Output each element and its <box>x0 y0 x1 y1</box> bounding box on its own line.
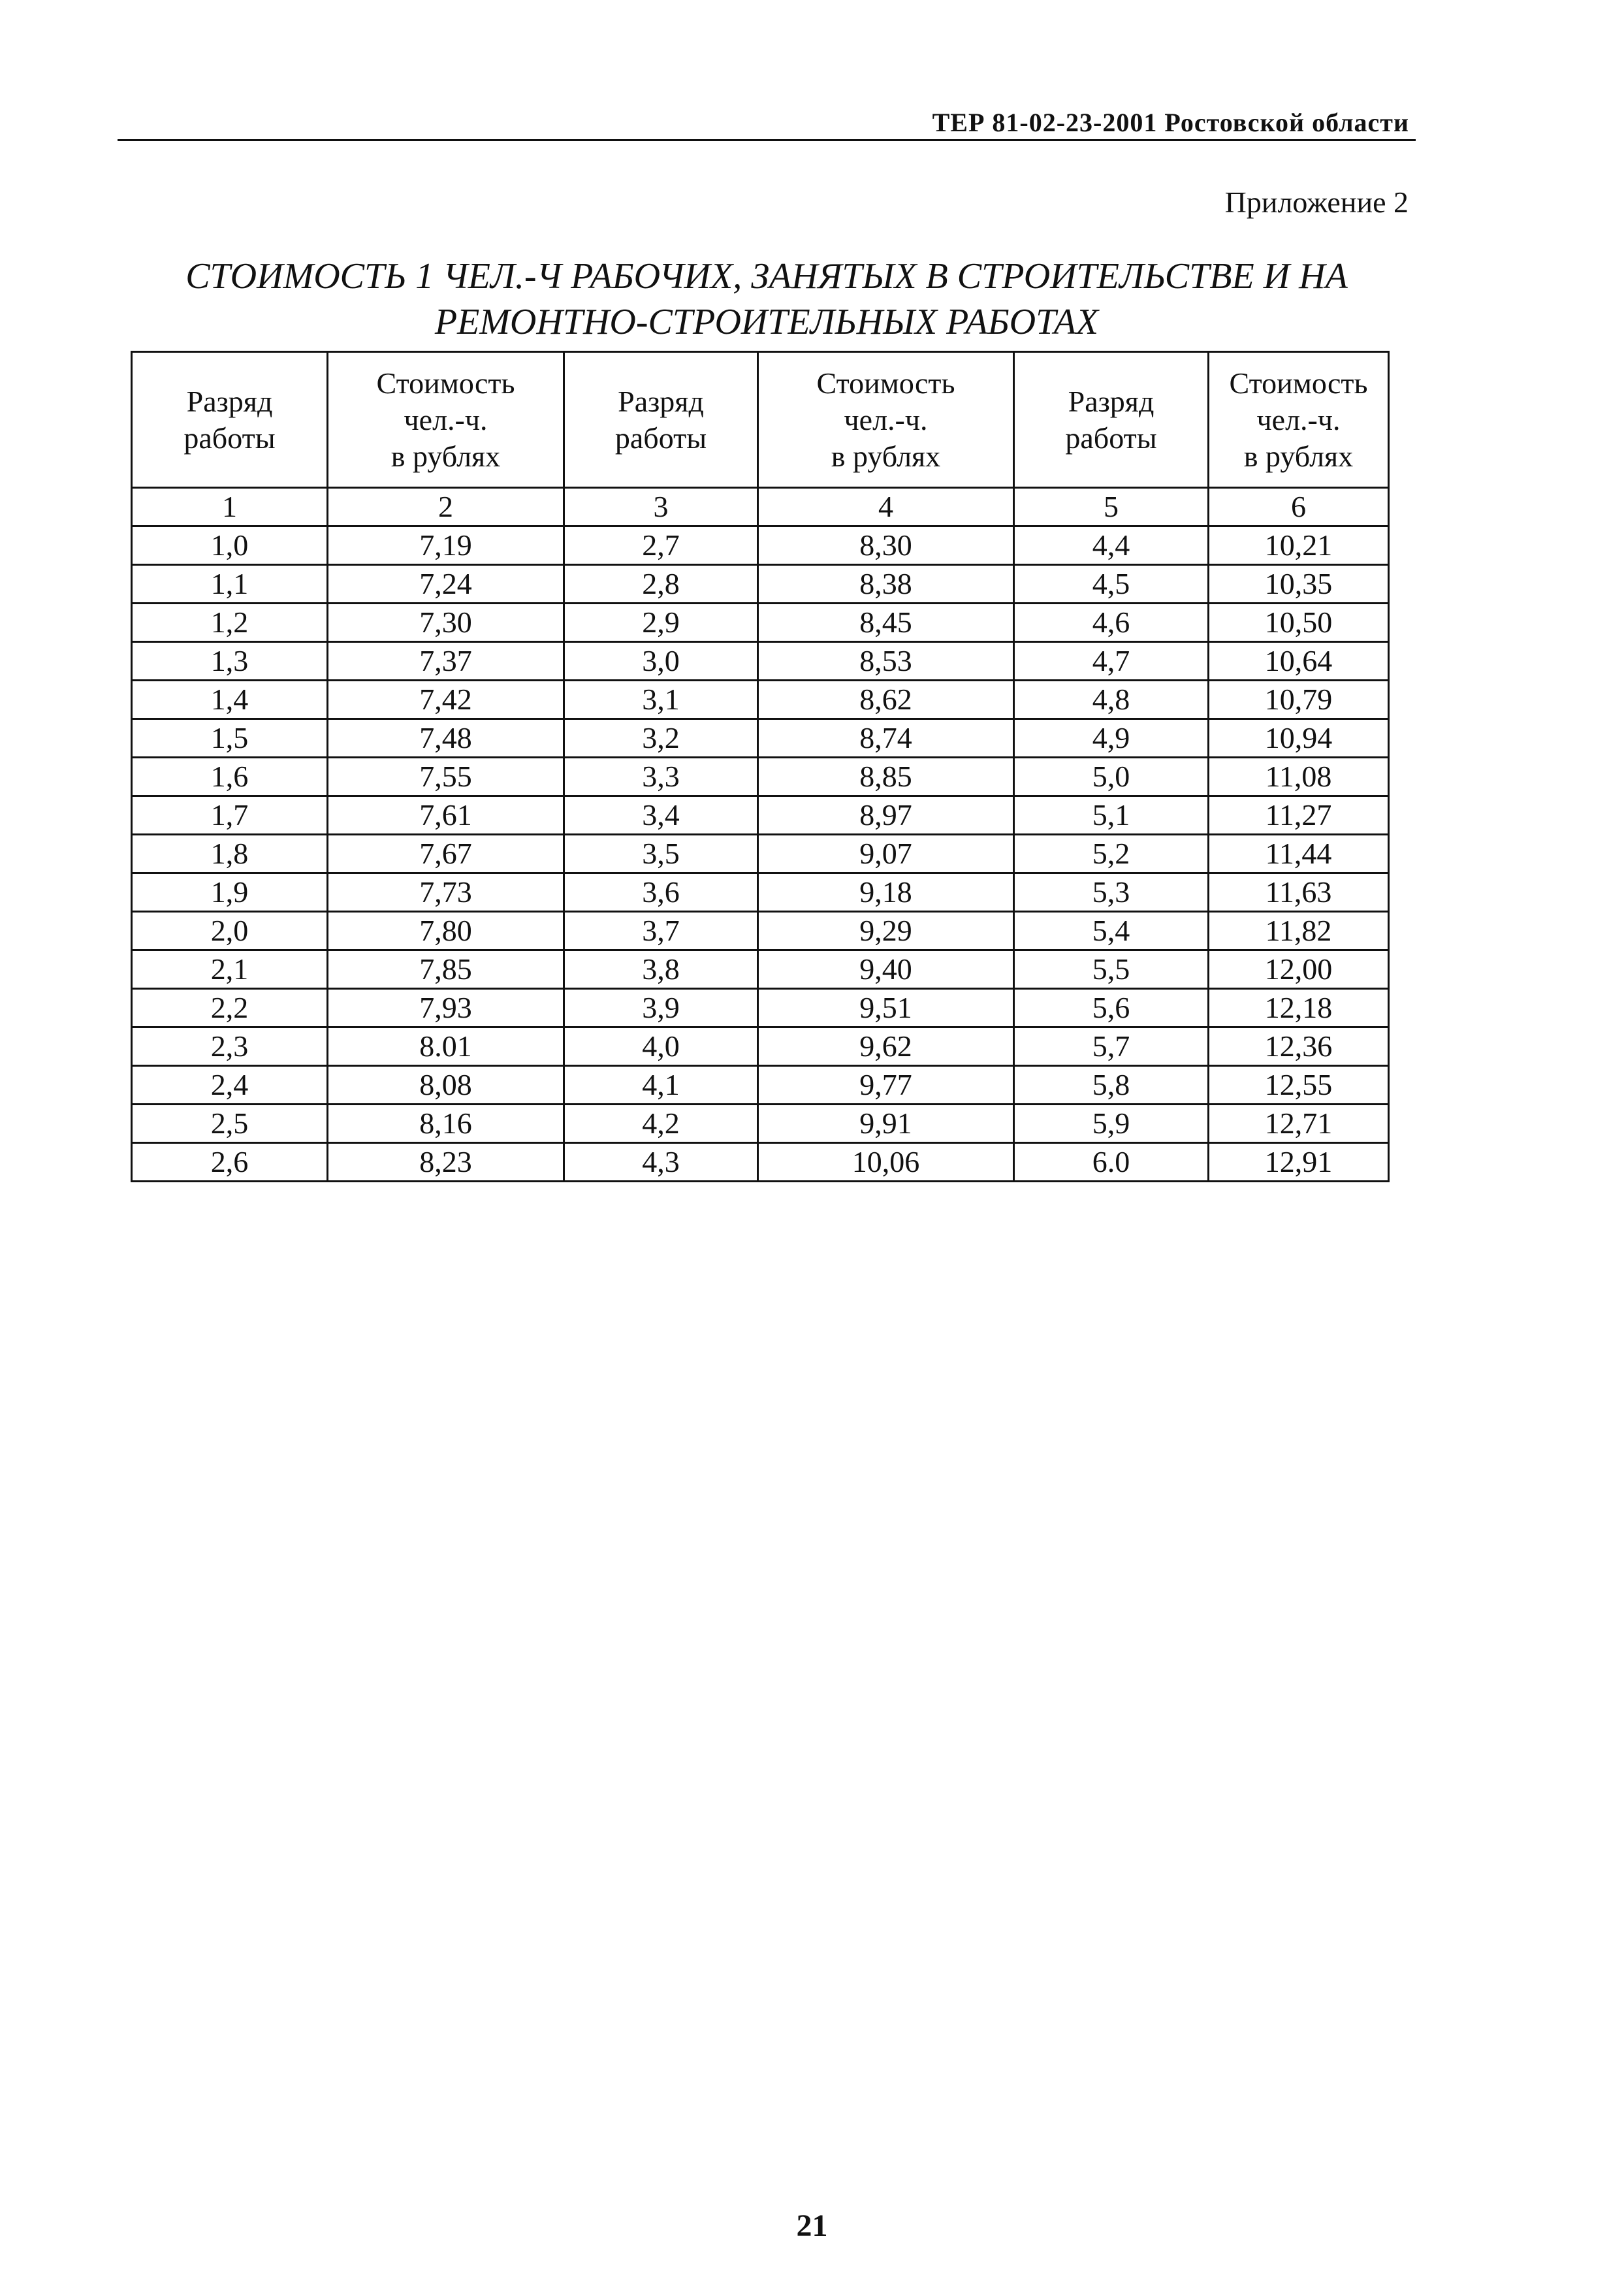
cost-cell: 8,16 <box>328 1105 564 1143</box>
table-row <box>132 758 1389 796</box>
table-row <box>132 719 1389 758</box>
table-row <box>132 1027 1389 1066</box>
grade-cell: 3,1 <box>564 681 758 719</box>
header-grade-2-line-2: работы <box>614 421 707 455</box>
table-row <box>132 1066 1389 1105</box>
grade-cell: 2,5 <box>132 1105 328 1143</box>
table-row <box>132 681 1389 719</box>
cost-cell: 10,35 <box>1209 565 1389 604</box>
page-title <box>118 253 1416 345</box>
cost-cell: 7,73 <box>328 873 564 912</box>
grade-cell: 5,6 <box>1014 989 1209 1027</box>
grade-cell: 3,4 <box>564 796 758 835</box>
column-number: 4 <box>758 488 1014 526</box>
cost-cell: 12,71 <box>1209 1105 1389 1143</box>
cost-cell: 11,08 <box>1209 758 1389 796</box>
grade-cell: 4,7 <box>1014 642 1209 681</box>
table-row <box>132 565 1389 604</box>
cost-cell: 9,40 <box>758 950 1014 989</box>
header-grade-1-line-2: работы <box>183 421 276 455</box>
table-row <box>132 912 1389 950</box>
grade-cell: 5,0 <box>1014 758 1209 796</box>
cost-cell: 9,77 <box>758 1066 1014 1105</box>
column-number: 2 <box>328 488 564 526</box>
cost-cell: 12,00 <box>1209 950 1389 989</box>
grade-cell: 3,5 <box>564 835 758 873</box>
header-cost-1 <box>328 352 564 488</box>
grade-cell: 1,9 <box>132 873 328 912</box>
column-number: 3 <box>564 488 758 526</box>
grade-cell: 1,6 <box>132 758 328 796</box>
cost-cell: 10,06 <box>758 1143 1014 1182</box>
cost-cell: 8,53 <box>758 642 1014 681</box>
cost-cell: 7,37 <box>328 642 564 681</box>
cost-cell: 7,42 <box>328 681 564 719</box>
header-grade-1 <box>132 352 328 488</box>
grade-cell: 2,1 <box>132 950 328 989</box>
header-cost-2-line-1: Стоимость <box>816 366 955 400</box>
title-line-2: РЕМОНТНО-СТРОИТЕЛЬНЫХ РАБОТАХ <box>434 302 1099 342</box>
cost-cell: 10,79 <box>1209 681 1389 719</box>
grade-cell: 5,5 <box>1014 950 1209 989</box>
header-cost-3-line-1: Стоимость <box>1229 366 1368 400</box>
table-row <box>132 873 1389 912</box>
header-cost-2 <box>758 352 1014 488</box>
cost-cell: 8,23 <box>328 1143 564 1182</box>
grade-cell: 1,3 <box>132 642 328 681</box>
grade-cell: 2,6 <box>132 1143 328 1182</box>
cost-cell: 8,85 <box>758 758 1014 796</box>
cost-cell: 10,50 <box>1209 604 1389 642</box>
cost-cell: 7,55 <box>328 758 564 796</box>
header-cost-1-line-1: Стоимость <box>376 366 515 400</box>
grade-cell: 5,2 <box>1014 835 1209 873</box>
grade-cell: 1,2 <box>132 604 328 642</box>
header-grade-3 <box>1014 352 1209 488</box>
cost-cell: 11,44 <box>1209 835 1389 873</box>
cost-cell: 9,62 <box>758 1027 1014 1066</box>
grade-cell: 4,9 <box>1014 719 1209 758</box>
grade-cell: 2,8 <box>564 565 758 604</box>
header-grade-1-line-1: Разряд <box>186 384 273 418</box>
cost-cell: 7,93 <box>328 989 564 1027</box>
cost-cell: 9,07 <box>758 835 1014 873</box>
header-grade-2-line-1: Разряд <box>618 384 704 418</box>
cost-cell: 7,80 <box>328 912 564 950</box>
header-cost-2-line-3: в рублях <box>831 439 941 473</box>
grade-cell: 2,7 <box>564 526 758 565</box>
cost-cell: 9,18 <box>758 873 1014 912</box>
cost-cell: 7,24 <box>328 565 564 604</box>
table-row <box>132 604 1389 642</box>
cost-cell: 11,82 <box>1209 912 1389 950</box>
cost-cell: 10,64 <box>1209 642 1389 681</box>
cost-cell: 10,21 <box>1209 526 1389 565</box>
rates-table-body <box>132 526 1389 1182</box>
grade-cell: 3,3 <box>564 758 758 796</box>
column-number-row <box>132 488 1389 526</box>
cost-cell: 9,51 <box>758 989 1014 1027</box>
grade-cell: 4,0 <box>564 1027 758 1066</box>
grade-cell: 2,2 <box>132 989 328 1027</box>
table-header-row <box>132 352 1389 488</box>
column-number: 6 <box>1209 488 1389 526</box>
table-row <box>132 989 1389 1027</box>
appendix-label: Приложение 2 <box>1224 186 1409 219</box>
table-row <box>132 1105 1389 1143</box>
cost-cell: 7,48 <box>328 719 564 758</box>
cost-cell: 8,62 <box>758 681 1014 719</box>
grade-cell: 5,4 <box>1014 912 1209 950</box>
grade-cell: 1,8 <box>132 835 328 873</box>
grade-cell: 5,3 <box>1014 873 1209 912</box>
cost-cell: 8,45 <box>758 604 1014 642</box>
grade-cell: 3,9 <box>564 989 758 1027</box>
table-row <box>132 835 1389 873</box>
cost-cell: 8,74 <box>758 719 1014 758</box>
grade-cell: 4,5 <box>1014 565 1209 604</box>
cost-cell: 8,38 <box>758 565 1014 604</box>
grade-cell: 4,6 <box>1014 604 1209 642</box>
table-row <box>132 950 1389 989</box>
grade-cell: 2,0 <box>132 912 328 950</box>
grade-cell: 3,6 <box>564 873 758 912</box>
cost-cell: 7,85 <box>328 950 564 989</box>
grade-cell: 5,1 <box>1014 796 1209 835</box>
page-number: 21 <box>796 2208 828 2243</box>
cost-cell: 7,19 <box>328 526 564 565</box>
table-row <box>132 1143 1389 1182</box>
grade-cell: 5,7 <box>1014 1027 1209 1066</box>
running-header <box>118 108 1416 141</box>
header-grade-3-line-2: работы <box>1065 421 1157 455</box>
grade-cell: 3,2 <box>564 719 758 758</box>
header-cost-3-line-3: в рублях <box>1243 439 1354 473</box>
title-line-1: СТОИМОСТЬ 1 ЧЕЛ.-Ч РАБОЧИХ, ЗАНЯТЫХ В СТРОИТЕЛЬСТВЕ И НА <box>185 256 1348 297</box>
header-cost-3-line-2: чел.-ч. <box>1256 402 1341 436</box>
cost-cell: 11,63 <box>1209 873 1389 912</box>
grade-cell: 5,8 <box>1014 1066 1209 1105</box>
running-header-title: ТЕР 81-02-23-2001 Ростовской области <box>932 108 1409 137</box>
grade-cell: 6.0 <box>1014 1143 1209 1182</box>
grade-cell: 3,8 <box>564 950 758 989</box>
table-row <box>132 642 1389 681</box>
grade-cell: 4,8 <box>1014 681 1209 719</box>
cost-cell: 8,97 <box>758 796 1014 835</box>
header-grade-3-line-1: Разряд <box>1068 384 1154 418</box>
header-cost-3 <box>1209 352 1389 488</box>
grade-cell: 1,5 <box>132 719 328 758</box>
grade-cell: 4,3 <box>564 1143 758 1182</box>
column-number: 1 <box>132 488 328 526</box>
grade-cell: 1,7 <box>132 796 328 835</box>
grade-cell: 2,4 <box>132 1066 328 1105</box>
table-row <box>132 796 1389 835</box>
grade-cell: 4,1 <box>564 1066 758 1105</box>
header-cost-1-line-3: в рублях <box>390 439 501 473</box>
header-grade-2 <box>564 352 758 488</box>
cost-cell: 7,67 <box>328 835 564 873</box>
cost-cell: 12,18 <box>1209 989 1389 1027</box>
grade-cell: 3,7 <box>564 912 758 950</box>
grade-cell: 1,0 <box>132 526 328 565</box>
cost-cell: 8,08 <box>328 1066 564 1105</box>
cost-cell: 7,30 <box>328 604 564 642</box>
header-cost-2-line-2: чел.-ч. <box>844 402 928 436</box>
grade-cell: 2,3 <box>132 1027 328 1066</box>
rates-table <box>131 351 1390 1182</box>
grade-cell: 4,4 <box>1014 526 1209 565</box>
cost-cell: 12,55 <box>1209 1066 1389 1105</box>
grade-cell: 1,4 <box>132 681 328 719</box>
cost-cell: 9,91 <box>758 1105 1014 1143</box>
table-row <box>132 526 1389 565</box>
cost-cell: 11,27 <box>1209 796 1389 835</box>
grade-cell: 1,1 <box>132 565 328 604</box>
cost-cell: 8.01 <box>328 1027 564 1066</box>
cost-cell: 7,61 <box>328 796 564 835</box>
grade-cell: 3,0 <box>564 642 758 681</box>
column-number: 5 <box>1014 488 1209 526</box>
grade-cell: 2,9 <box>564 604 758 642</box>
cost-cell: 10,94 <box>1209 719 1389 758</box>
grade-cell: 5,9 <box>1014 1105 1209 1143</box>
header-cost-1-line-2: чел.-ч. <box>404 402 488 436</box>
cost-cell: 12,91 <box>1209 1143 1389 1182</box>
cost-cell: 8,30 <box>758 526 1014 565</box>
cost-cell: 9,29 <box>758 912 1014 950</box>
grade-cell: 4,2 <box>564 1105 758 1143</box>
cost-cell: 12,36 <box>1209 1027 1389 1066</box>
